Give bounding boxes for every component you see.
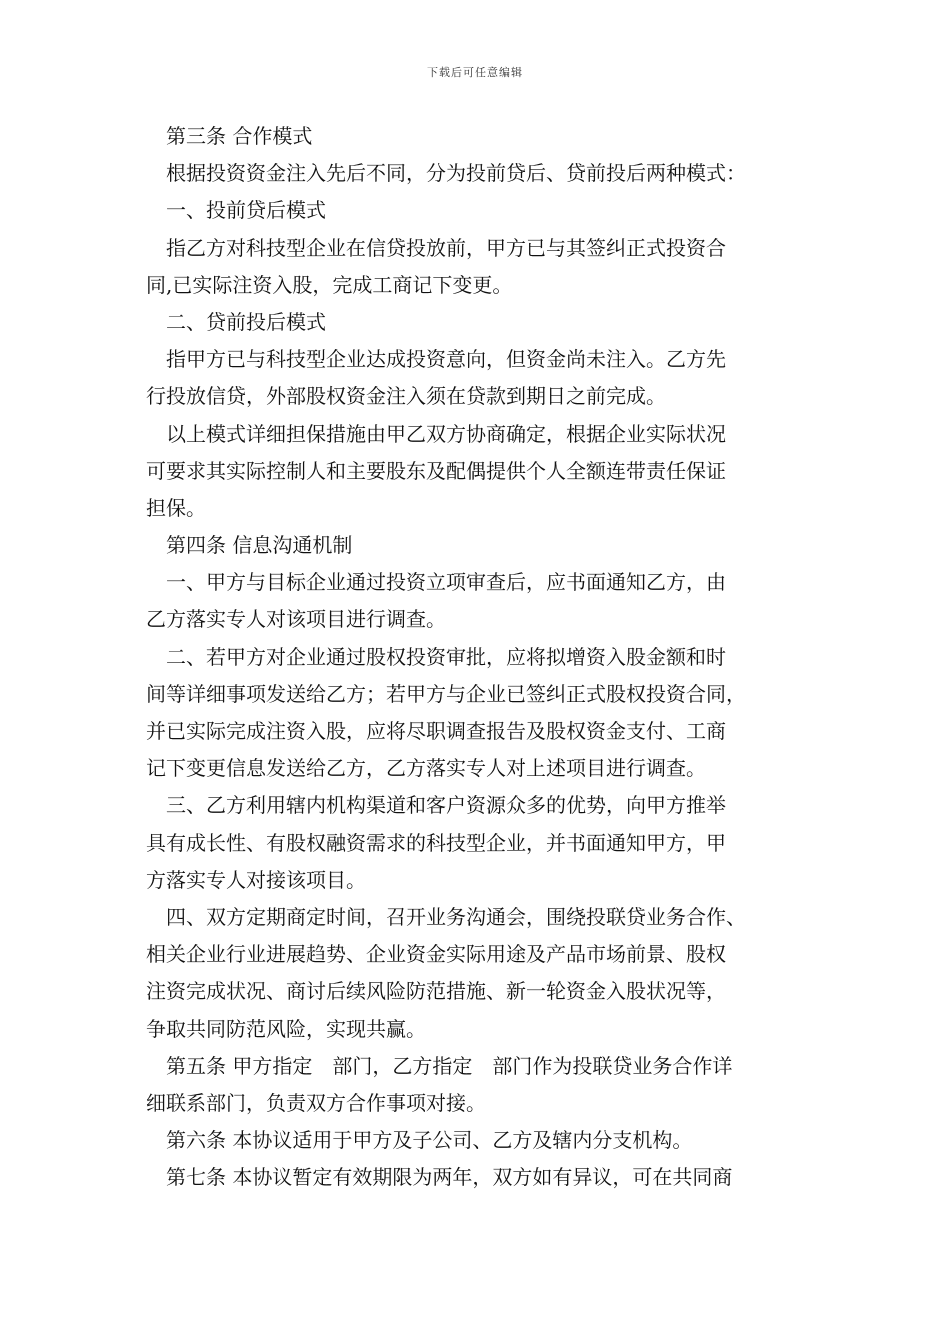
text-line: 三、乙方利用辖内机构渠道和客户资源众多的优势，向甲方推举 bbox=[166, 793, 726, 818]
text-line: 细联系部门，负责双方合作事项对接。 bbox=[146, 1090, 486, 1115]
text-line: 指乙方对科技型企业在信贷投放前，甲方已与其签纠正式投资合 bbox=[166, 235, 726, 260]
text-line: 指甲方已与科技型企业达成投资意向，但资金尚未注入。乙方先 bbox=[166, 347, 726, 372]
text-line: 行投放信贷，外部股权资金注入须在贷款到期日之前完成。 bbox=[146, 384, 666, 409]
text-line: 二、若甲方对企业通过股权投资审批，应将拟增资入股金额和时 bbox=[166, 644, 726, 669]
text-line: 乙方落实专人对该项目进行调查。 bbox=[146, 607, 446, 632]
text-line: 可要求其实际控制人和主要股东及配偶提供个人全额连带责任保证 bbox=[146, 458, 726, 483]
text-line: 间等详细事项发送给乙方；若甲方与企业已签纠正式股权投资合同， bbox=[146, 681, 746, 706]
text-line: 第七条 本协议暂定有效期限为两年，双方如有异议，可在共同商 bbox=[166, 1165, 733, 1190]
text-line: 二、贷前投后模式 bbox=[166, 309, 326, 334]
text-line: 注资完成状况、商讨后续风险防范措施、新一轮资金入股状况等， bbox=[146, 979, 726, 1004]
text-line: 第五条 甲方指定 部门，乙方指定 部门作为投联贷业务合作详 bbox=[166, 1053, 733, 1078]
text-line: 第四条 信息沟通机制 bbox=[166, 533, 353, 558]
text-line: 方落实专人对接该项目。 bbox=[146, 867, 366, 892]
text-line: 根据投资资金注入先后不同，分为投前贷后、贷前投后两种模式： bbox=[166, 161, 746, 186]
text-line: 四、双方定期商定时间，召开业务沟通会，围绕投联贷业务合作、 bbox=[166, 904, 746, 929]
text-line: 以上模式详细担保措施由甲乙双方协商确定，根据企业实际状况 bbox=[166, 421, 726, 446]
text-line: 记下变更信息发送给乙方，乙方落实专人对上述项目进行调查。 bbox=[146, 756, 706, 781]
text-line: 一、甲方与目标企业通过投资立项审查后，应书面通知乙方，由 bbox=[166, 570, 726, 595]
page-header: 下载后可任意编辑 bbox=[427, 66, 523, 79]
text-line: 具有成长性、有股权融资需求的科技型企业，并书面通知甲方，甲 bbox=[146, 830, 726, 855]
text-line: 同,已实际注资入股，完成工商记下变更。 bbox=[146, 272, 513, 297]
text-line: 并已实际完成注资入股，应将尽职调查报告及股权资金支付、工商 bbox=[146, 719, 726, 743]
text-line: 相关企业行业进展趋势、企业资金实际用途及产品市场前景、股权 bbox=[146, 942, 726, 967]
text-line: 第六条 本协议适用于甲方及子公司、乙方及辖内分支机构。 bbox=[166, 1128, 693, 1153]
document-body bbox=[146, 118, 810, 1196]
text-line: 担保。 bbox=[146, 495, 206, 520]
text-line: 一、投前贷后模式 bbox=[166, 198, 326, 223]
text-line: 第三条 合作模式 bbox=[166, 124, 313, 148]
text-line: 争取共同防范风险，实现共赢。 bbox=[146, 1016, 426, 1041]
